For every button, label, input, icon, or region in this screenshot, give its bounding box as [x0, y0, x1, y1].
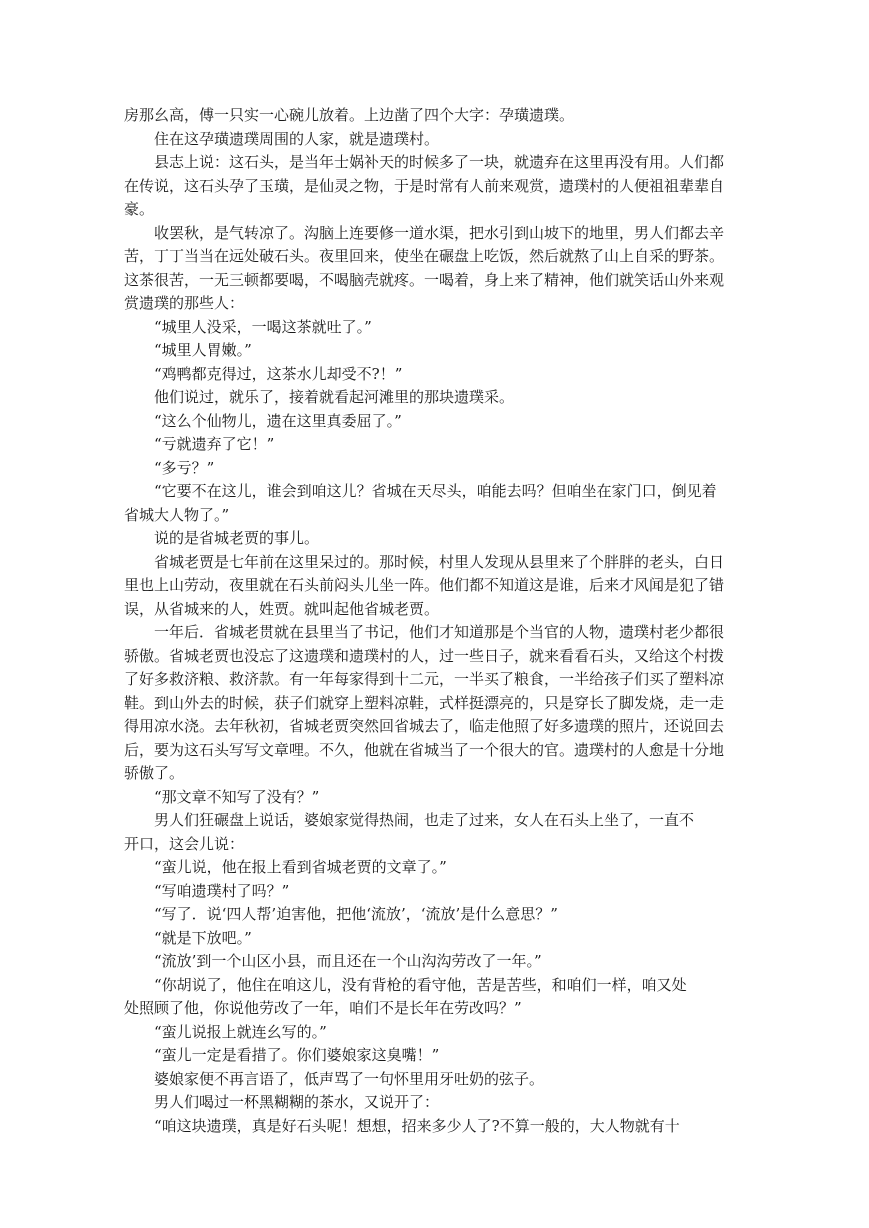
text-line: “蛮儿一定是看措了。你们婆娘家这臭嘴！”	[154, 1046, 440, 1064]
text-line: 豪。	[124, 200, 155, 218]
text-line: 得用凉水浇。去年秋初，省城老贾突然回省城去了，临走他照了好多遗璞的照片，还说回去	[124, 717, 725, 735]
text-line: “亏就遗弃了它！”	[154, 435, 275, 453]
text-line: 开口，这会儿说：	[124, 834, 245, 853]
text-line: 省城大人物了。”	[124, 505, 230, 524]
text-line: 说的是省城老贾的事儿。	[154, 529, 320, 547]
text-line: 一年后．省城老贯就在县里当了书记，他们才知道那是个当官的人物，遗璞村老少都很	[154, 623, 725, 641]
text-line: 男人们喝过一杯黑糊糊的茶水，又说开了：	[154, 1093, 440, 1111]
text-line: 收罢秋，是气转凉了。沟脑上连要修一道水渠，把水引到山坡下的地里，男人们都去辛	[154, 223, 725, 242]
text-line: “鸡鸭都克得过，这茶水儿却受不?！”	[154, 364, 403, 383]
text-line: 这茶很苦，一无三顿都要喝，不喝脑壳就疼。一喝着，身上来了精神，他们就笑话山外来观	[124, 270, 725, 289]
text-line: 在传说，这石头孕了玉璜，是仙灵之物，于是时常有人前来观赏，遗璞村的人便祖祖辈辈自	[124, 176, 725, 195]
text-line: 苦，丁丁当当在远处破石头。夜里回来，使坐在碾盘上吃饭，然后就熬了山上自采的野茶。	[124, 247, 725, 265]
text-line: “蛮儿说报上就连幺写的。”	[154, 1022, 327, 1041]
text-line: “就是下放吧。”	[154, 928, 252, 947]
text-line: 省城老贾是七年前在这里呆过的。那时候，村里人发现从县里来了个胖胖的老头，白日	[154, 552, 725, 571]
text-line: “流放’到一个山区小县，而且还在一个山沟沟劳改了一年。”	[154, 952, 542, 970]
text-line: “写咱遗璞村了吗？”	[154, 881, 290, 900]
text-line: “写了．说‘四人帮’迫害他，把他‘流放’，‘流放’是什么意思？”	[154, 905, 558, 923]
text-line: “蛮儿说，他在报上看到省城老贾的文章了。”	[154, 858, 447, 876]
text-line: 后，要为这石头写写文章哩。不久，他就在省城当了一个很大的官。遗璞村的人愈是十分地	[124, 740, 725, 759]
text-line: 骄傲。省城老贾也没忘了这遗璞和遗璞村的人，过一些日子，就来看看石头，又给这个村拨	[124, 646, 725, 665]
text-line: 误，从省城来的人，姓贾。就叫起他省城老贾。	[124, 599, 440, 618]
text-line: “多亏？”	[154, 458, 215, 477]
text-line: 婆娘家便不再言语了，低声骂了一句怀里用牙吐奶的弦子。	[154, 1069, 545, 1088]
text-line: 鞋。到山外去的时候，获子们就穿上塑料凉鞋，式样挺漂亮的，只是穿长了脚发烧，走一走	[124, 693, 725, 712]
text-line: “这么个仙物儿，遗在这里真委屈了。”	[154, 411, 402, 430]
text-line: 男人们狂碾盘上说话，婆娘家觉得热闹，也走了过来，女人在石头上坐了，一直不	[154, 811, 695, 829]
text-line: “你胡说了，他住在咱这儿，没有背枪的看守他，苦是苦些，和咱们一样，咱又处	[154, 975, 687, 994]
text-line: 赏遗璞的那些人：	[124, 294, 245, 312]
text-line: 处照顾了他，你说他劳改了一年，咱们不是长年在劳改吗？”	[124, 999, 522, 1017]
text-line: 他们说过，就乐了，接着就看起河滩里的那块遗璞采。	[154, 388, 515, 406]
text-line: 里也上山劳动，夜里就在石头前闷头儿坐一阵。他们都不知道这是谁，后来才风闻是犯了错	[124, 576, 725, 594]
text-line: 骄傲了。	[124, 764, 185, 782]
text-line: “它要不在这儿，谁会到咱这儿？省城在天尽头，咱能去吗？但咱坐在家门口，倒见着	[154, 482, 717, 500]
text-line: “咱这块遗璞，真是好石头呢！想想，招来多少人了?不算一般的，大人物就有十	[154, 1116, 680, 1135]
text-line: “城里人没采，一喝这茶就吐了。”	[154, 317, 372, 336]
text-line: 了好多救济粮、救济款。有一年每家得到十二元，一半买了粮食，一半给孩子们买了塑料凉	[124, 670, 725, 688]
article-body	[124, 104, 748, 1138]
text-line: 房那幺高，傅一只实一心碗儿放着。上边凿了四个大字：孕璜遗璞。	[124, 106, 575, 124]
text-line: 县志上说：这石头，是当年士娲补天的时候多了一块，就遗弃在这里再没有用。人们都	[154, 153, 725, 171]
text-line: “那文章不知写了没有？”	[154, 787, 320, 806]
text-line: 住在这孕璜遗璞周围的人家，就是遗璞村。	[154, 129, 440, 148]
text-line: “城里人胃嫩。”	[154, 341, 252, 359]
